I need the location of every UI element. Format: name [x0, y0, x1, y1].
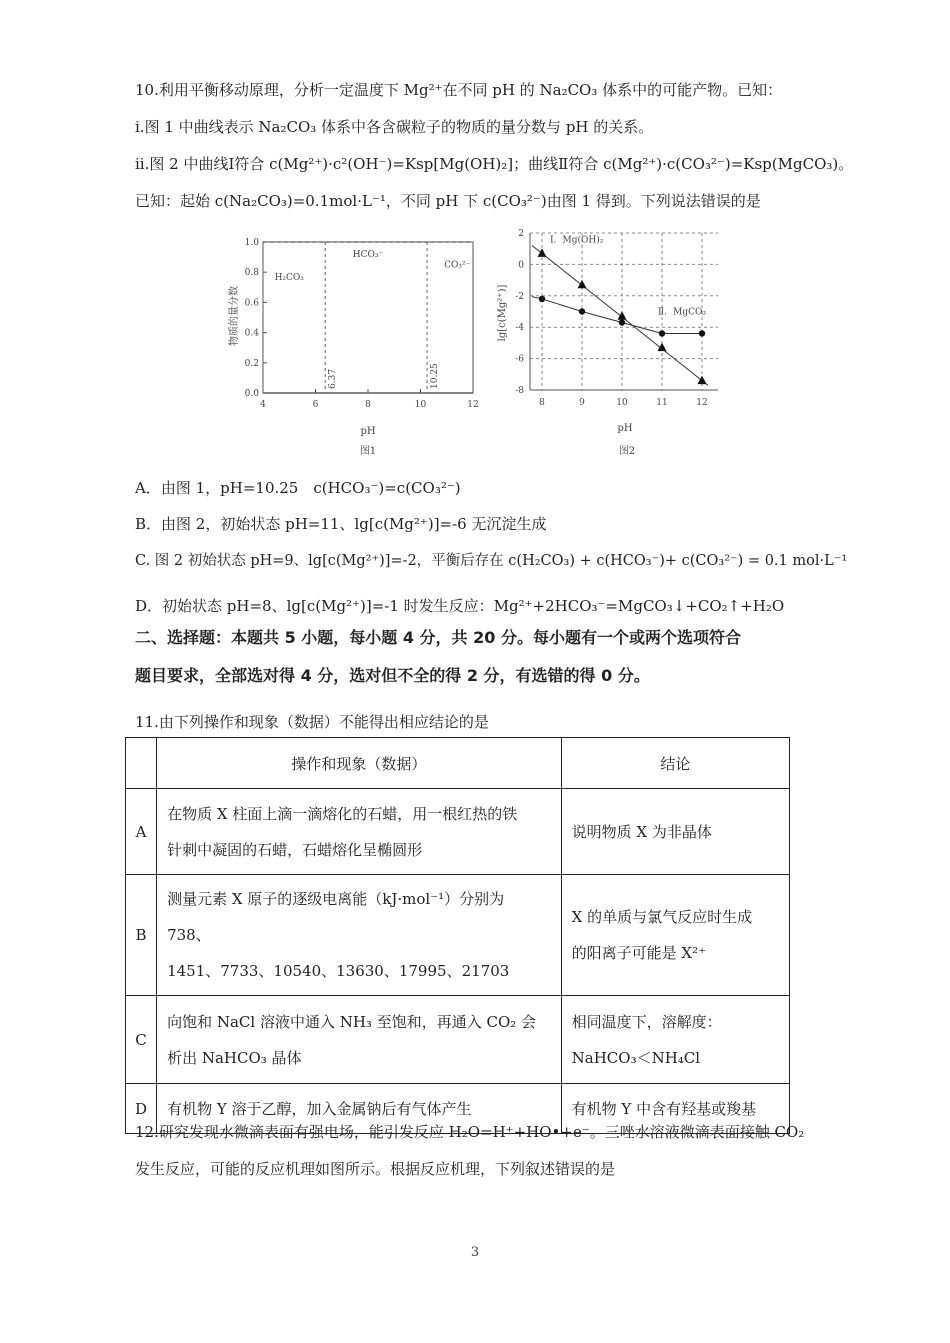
figure-1-pka-label: 10.25 [430, 363, 441, 389]
row-conclusion [561, 875, 789, 996]
figure-2-series-2-point [659, 330, 665, 336]
figure-2-xtick-label: 8 [539, 398, 545, 408]
figure-1 [225, 228, 485, 460]
row-option: D [126, 1084, 157, 1134]
figure-2-series-2-point [539, 296, 545, 302]
figure-2-ytick-label: 2 [518, 229, 524, 239]
figure-1-ytick-label: 0.4 [244, 328, 259, 339]
q11-table [125, 737, 790, 1134]
figure-1-title: 图1 [359, 446, 377, 457]
figure-2-series-1-point [698, 376, 707, 385]
page-number: 3 [470, 1245, 480, 1260]
q10-option-c: C. 图 2 初始状态 pH=9、lg[c(Mg²⁺)]=-2，平衡后存在 c(H₂CO₃) + c(HCO₃⁻)+ c(CO₃²⁻) = 0.1 mol·L⁻¹ [135, 553, 848, 569]
figure-1-ytick-label: 0.8 [244, 268, 259, 279]
row-conclusion-line: NaHCO₃＜NH₄Cl [571, 1048, 701, 1067]
row-option: C [126, 996, 157, 1084]
section-2-heading-line1: 二、选择题：本题共 5 小题，每小题 4 分，共 20 分。每小题有一个或两个选项符合 [135, 628, 741, 647]
figure-2-series-2-label: Ⅱ．MgCO₃ [658, 307, 706, 318]
figure-2-series-1-point [538, 248, 547, 257]
figure-2-plot [515, 229, 718, 408]
figure-2-ytick-label: -6 [515, 354, 524, 365]
row-option: B [126, 875, 157, 996]
row-operation [157, 789, 562, 875]
row-operation-line: 测量元素 X 原子的逐级电离能（kJ·mol⁻¹）分别为 738、 [167, 890, 505, 944]
row-conclusion-line: 说明物质 X 为非晶体 [571, 822, 712, 841]
figure-2-xlabel: pH [617, 423, 633, 434]
figure-1-xtick-label: 12 [467, 400, 479, 410]
figure-2-series-1-label: Ⅰ．Mg(OH)₂ [550, 235, 604, 246]
table-header-conclusion: 结论 [561, 738, 789, 789]
row-operation [157, 996, 562, 1084]
q10-line3: ii.图 2 中曲线Ⅰ符合 c(Mg²⁺)·c²(OH⁻)=Ksp[Mg(OH)₂]；曲线Ⅱ符合 c(Mg²⁺)·c(CO₃²⁻)=Ksp(MgCO₃)。 [135, 155, 854, 173]
table-row [126, 996, 790, 1084]
q10-option-a: A．由图 1，pH=10.25 c(HCO₃⁻)=c(CO₃²⁻) [135, 479, 461, 497]
row-operation-line: 向饱和 NaCl 溶液中通入 NH₃ 至饱和，再通入 CO₂ 会 [167, 1012, 537, 1031]
row-conclusion-line: 的阳离子可能是 X²⁺ [571, 944, 707, 962]
figure-1-xtick-label: 8 [365, 400, 371, 410]
q10-line1: 10.利用平衡移动原理，分析一定温度下 Mg²⁺在不同 pH 的 Na₂CO₃ 体系中的可能产物。已知： [135, 81, 783, 99]
figure-2-ytick-label: -2 [515, 291, 524, 302]
q12-line1: 12.研究发现水微滴表面有强电场，能引发反应 H₂O=H⁺+HO•+e⁻。三唑水溶液微滴表面接触 CO₂ [135, 1123, 805, 1141]
figure-1-ytick-label: 0.6 [244, 298, 259, 309]
row-operation-line: 析出 NaHCO₃ 晶体 [167, 1048, 302, 1067]
figure-2-xtick-label: 9 [579, 398, 585, 408]
q10-line4: 已知：起始 c(Na₂CO₃)=0.1mol·L⁻¹，不同 pH 下 c(CO₃²⁻)由图 1 得到。下列说法错误的是 [135, 192, 761, 210]
figure-1-xlabel: pH [360, 426, 376, 437]
row-conclusion-line: 相同温度下，溶解度： [571, 1012, 722, 1031]
figure-1-plot [245, 238, 479, 410]
figure-2-series-2-point [699, 330, 705, 336]
q10-line2: i.图 1 中曲线表示 Na₂CO₃ 体系中各含碳粒子的物质的量分数与 pH 的关系。 [135, 118, 654, 136]
figure-2-xtick-label: 12 [696, 398, 708, 408]
row-conclusion-line: X 的单质与氯气反应时生成 [571, 908, 753, 926]
row-operation [157, 875, 562, 996]
figure-2-ylabel: lg[c(Mg²⁺)] [497, 284, 508, 342]
row-operation-line: 1451、7733、10540、13630、17995、21703 [167, 962, 510, 980]
row-conclusion-line: 有机物 Y 中含有羟基或羧基 [571, 1099, 757, 1118]
row-operation-line: 有机物 Y 溶于乙醇，加入金属钠后有气体产生 [167, 1099, 472, 1118]
row-conclusion [561, 996, 789, 1084]
figure-2-xtick-label: 11 [656, 398, 668, 408]
row-option: A [126, 789, 157, 875]
figure-2-ytick-label: -8 [515, 386, 524, 396]
figure-2-ytick-label: -4 [515, 323, 524, 334]
figure-1-ylabel: 物质的量分数 [229, 286, 240, 346]
figure-1-xtick-label: 4 [260, 400, 266, 410]
row-conclusion [561, 789, 789, 875]
row-operation-line: 在物质 X 柱面上滴一滴熔化的石蜡，用一根红热的铁 [167, 804, 518, 823]
figure-2-series-1-point [618, 311, 627, 320]
figure-1-series-label: H₂CO₃ [274, 272, 304, 283]
q11-stem: 11.由下列操作和现象（数据）不能得出相应结论的是 [135, 713, 489, 731]
table-row [126, 875, 790, 996]
figure-2-series-1-point [578, 280, 587, 289]
q10-option-d: D．初始状态 pH=8、lg[c(Mg²⁺)]=-1 时发生反应：Mg²⁺+2HCO₃⁻=MgCO₃↓+CO₂↑+H₂O [135, 597, 785, 615]
figure-1-ytick-label: 1.0 [244, 238, 259, 248]
q10-option-b: B．由图 2，初始状态 pH=11、lg[c(Mg²⁺)]=-6 无沉淀生成 [135, 515, 547, 533]
figure-1-ytick-label: 0.2 [244, 358, 259, 369]
figure-1-series-label: HCO₃⁻ [352, 250, 384, 261]
figure-2 [490, 225, 730, 460]
figure-1-ytick-label: 0.0 [244, 389, 259, 399]
q12-line2: 发生反应，可能的反应机理如图所示。根据反应机理，下列叙述错误的是 [135, 1160, 616, 1178]
figure-1-xtick-label: 6 [312, 400, 319, 410]
row-operation-line: 针刺中凝固的石蜡，石蜡熔化呈椭圆形 [167, 840, 423, 859]
figure-2-xtick-label: 10 [616, 398, 628, 408]
table-row [126, 789, 790, 875]
figure-1-xtick-label: 10 [414, 400, 427, 410]
table-header-blank [126, 738, 157, 789]
figure-1-pka-label: 6.37 [328, 368, 339, 389]
table-header-operation: 操作和现象（数据） [157, 738, 562, 789]
figure-2-series-2-point [619, 319, 625, 325]
figure-2-ytick-label: 0 [518, 260, 524, 271]
section-2-heading-line2: 题目要求，全部选对得 4 分，选对但不全的得 2 分，有选错的得 0 分。 [135, 666, 650, 685]
table-header-row [126, 738, 790, 789]
figure-2-series-2-point [579, 308, 585, 314]
figure-2-title: 图2 [618, 446, 636, 457]
figure-1-frame [263, 242, 473, 393]
figure-1-series-label: CO₃²⁻ [444, 260, 471, 271]
